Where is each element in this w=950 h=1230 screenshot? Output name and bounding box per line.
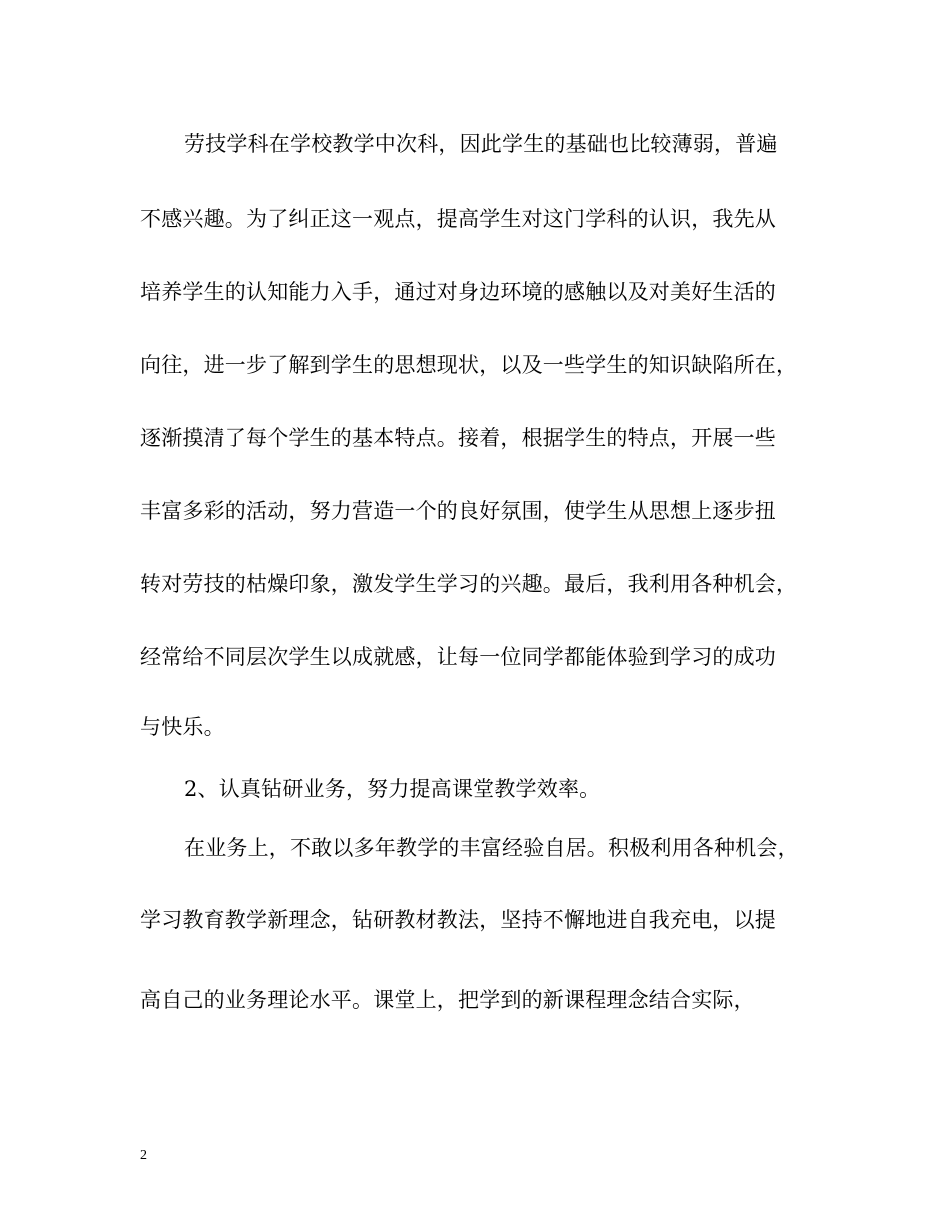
paragraph-line-12: 学习教育教学新理念，钻研教材教法，坚持不懈地进自我充电，以提	[140, 908, 776, 932]
paragraph-line-11: 在业务上，不敢以多年教学的丰富经验自居。积极利用各种机会，	[184, 836, 799, 860]
paragraph-line-8: 经常给不同层次学生以成就感，让每一位同学都能体验到学习的成功	[140, 645, 776, 669]
paragraph-line-6: 丰富多彩的活动，努力营造一个的良好氛围，使学生从思想上逐步扭	[140, 499, 776, 523]
paragraph-line-13: 高自己的业务理论水平。课堂上，把学到的新课程理念结合实际，	[140, 988, 755, 1012]
paragraph-line-3: 培养学生的认知能力入手，通过对身边环境的感触以及对美好生活的	[140, 280, 776, 304]
paragraph-line-4: 向往，进一步了解到学生的思想现状，以及一些学生的知识缺陷所在，	[140, 353, 798, 377]
paragraph-line-5: 逐渐摸清了每个学生的基本特点。接着，根据学生的特点，开展一些	[140, 426, 776, 450]
section-heading: 2、认真钻研业务，努力提高课堂教学效率。	[184, 777, 601, 801]
paragraph-line-1: 劳技学科在学校教学中次科，因此学生的基础也比较薄弱，普遍	[184, 132, 778, 156]
page-number: 2	[140, 1148, 147, 1163]
paragraph-line-2: 不感兴趣。为了纠正这一观点，提高学生对这门学科的认识，我先从	[140, 207, 776, 231]
paragraph-line-7: 转对劳技的枯燥印象，激发学生学习的兴趣。最后，我利用各种机会，	[140, 572, 798, 596]
paragraph-line-9: 与快乐。	[140, 715, 225, 739]
